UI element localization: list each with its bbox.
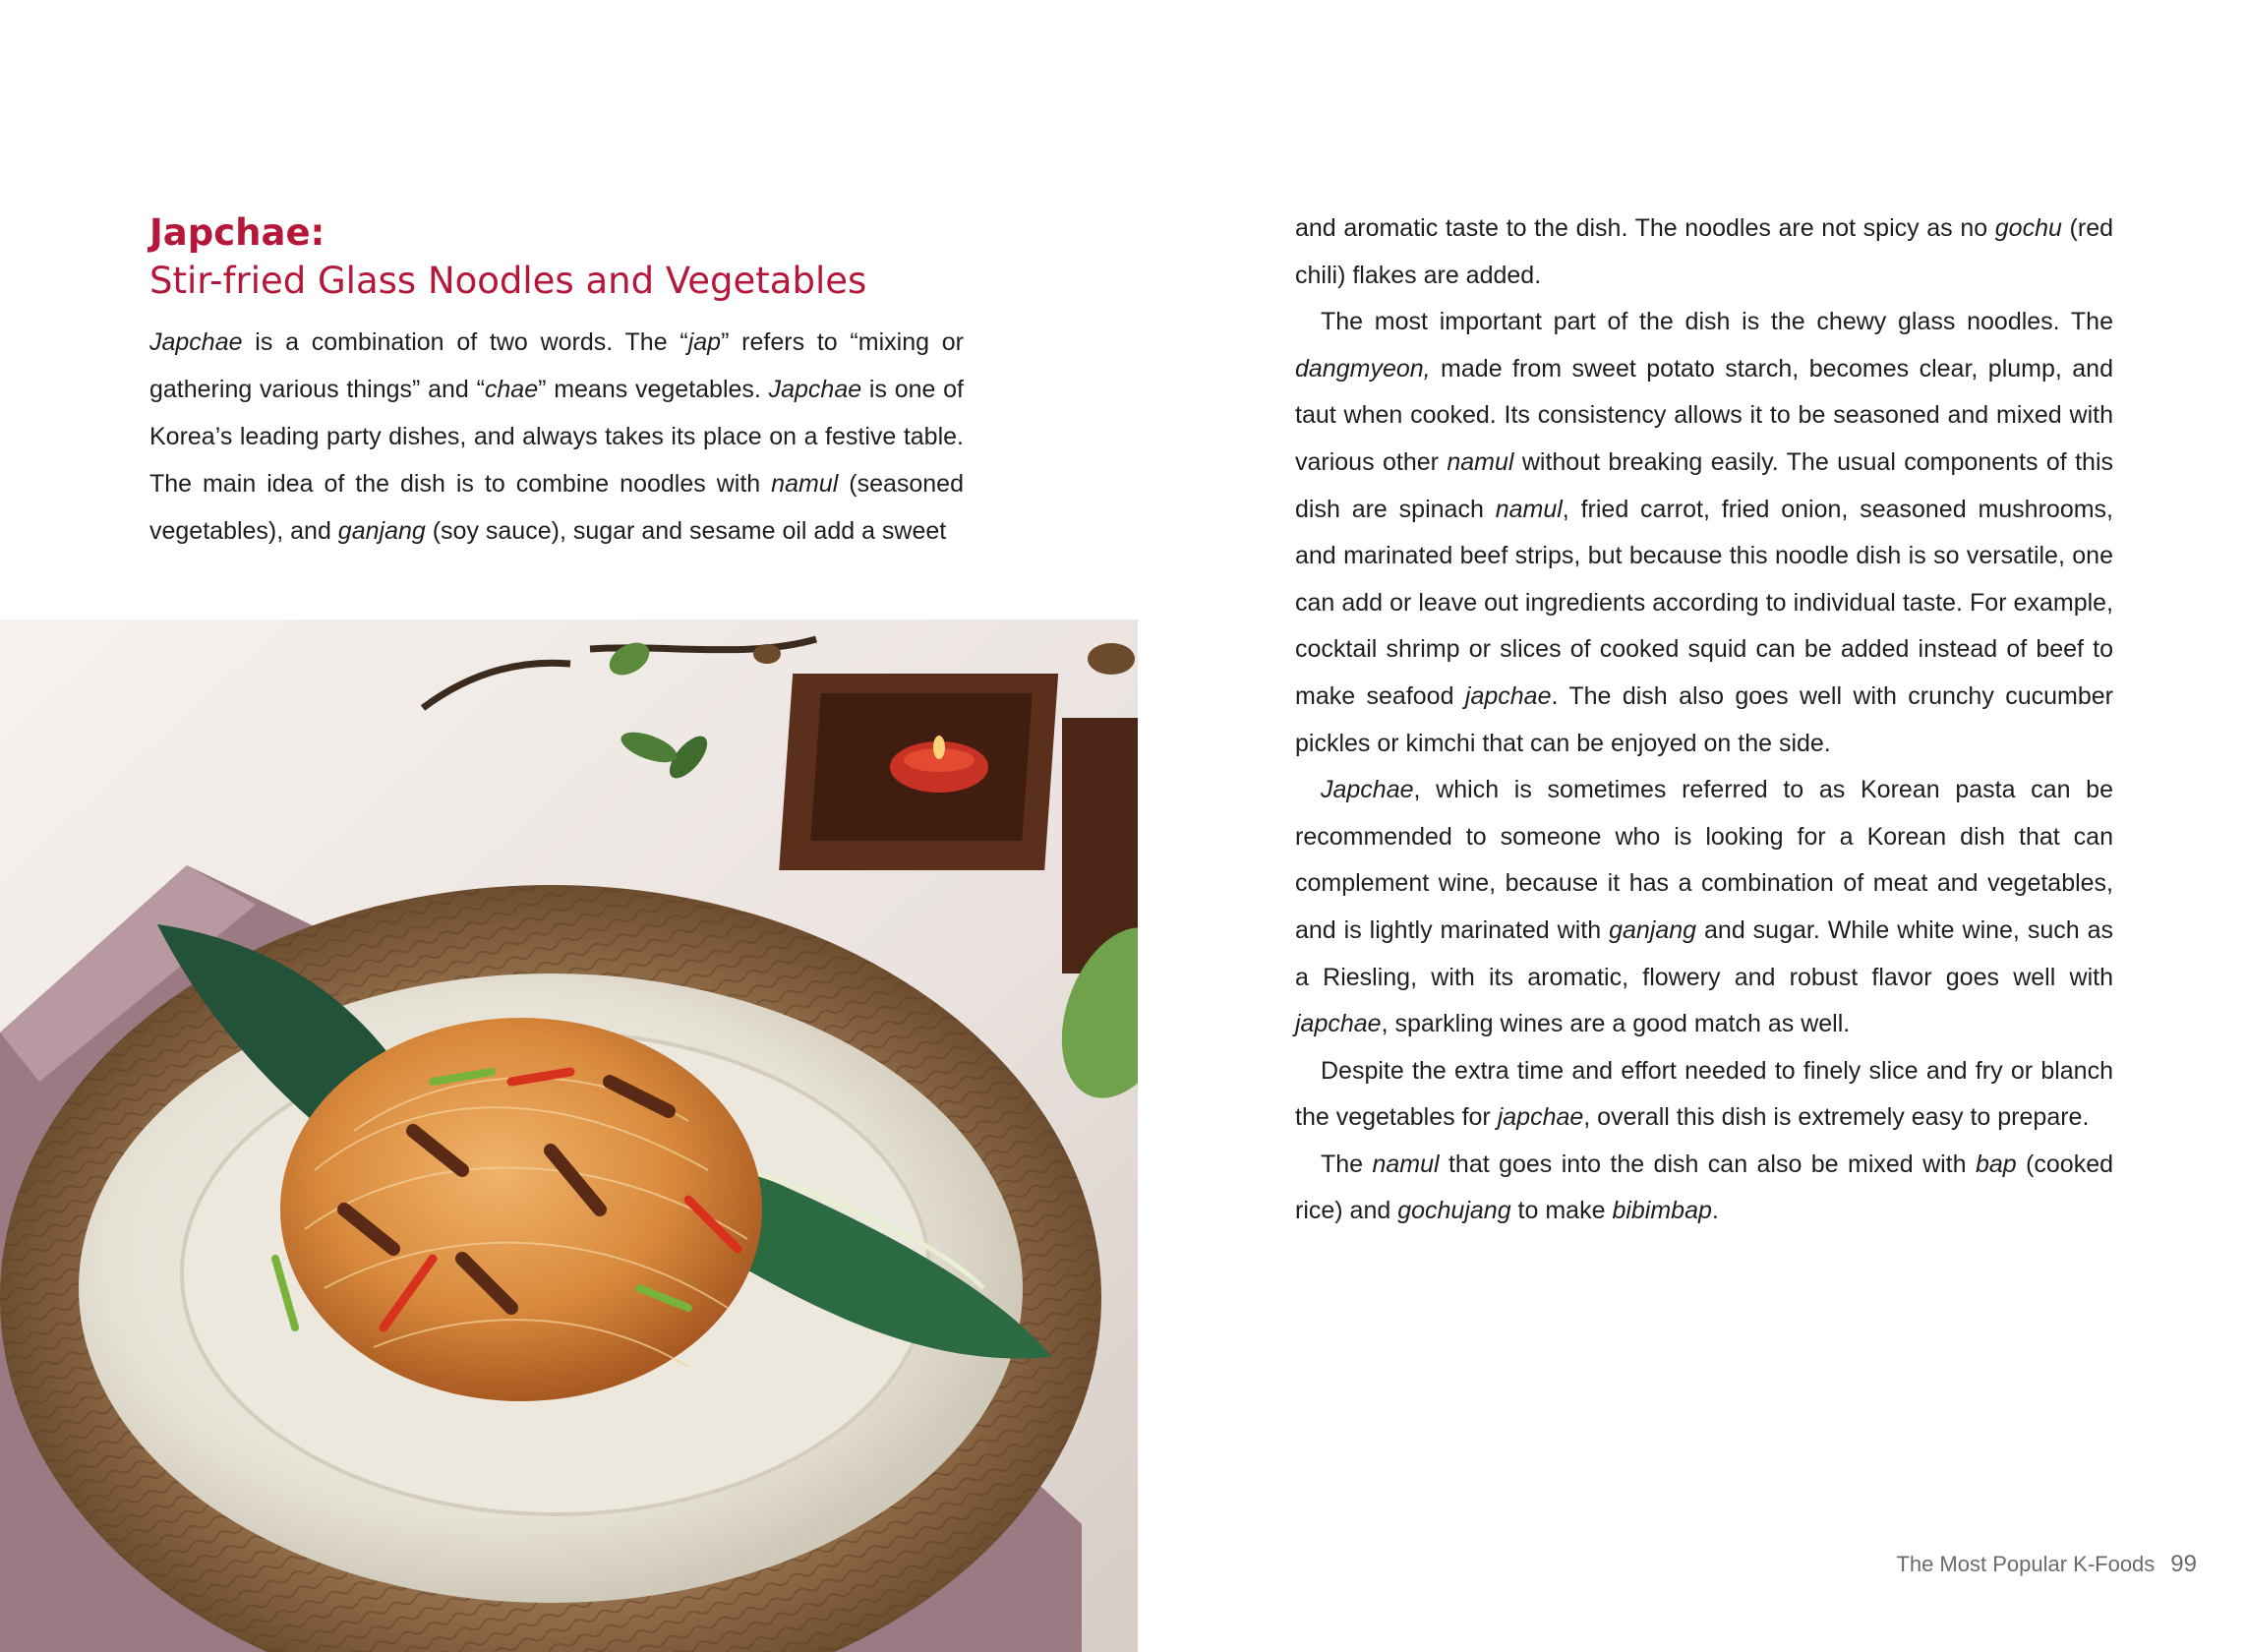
intro-paragraph (149, 319, 964, 555)
italic-term: namul (771, 470, 839, 498)
title-subtitle: Stir-fried Glass Noodles and Vegetables (149, 260, 867, 302)
italic-term: ganjang (1609, 915, 1697, 944)
italic-term: Japchae (149, 328, 243, 356)
text-run: , fried carrot, fried onion, seasoned mushrooms, and marinated beef strips, but because this noodle dish is so versatile, one can add or leave out ingredients according to individual taste. For example, cocktail shrimp or slices of cooked squid can be added instead of beef to make seafood (1295, 495, 2113, 710)
italic-term: japchae (1295, 1010, 1382, 1038)
italic-term: namul (1495, 495, 1563, 523)
text-run: (red chili) flakes are added. (1295, 214, 2114, 289)
text-run: . (1711, 1197, 1719, 1225)
text-run: is a combination of two words. The “ (242, 328, 688, 356)
text-run: ” means vegetables. (538, 376, 769, 403)
text-run: that goes into the dish can also be mixed with (1439, 1150, 1976, 1178)
italic-term: Japchae (768, 376, 862, 403)
text-run: is one of Korea’s leading party dishes, and always takes its place on a festive table. The main idea of the dish is to combine noodles with (149, 376, 964, 498)
text-run: and sugar. While white wine, such as a Riesling, with its aromatic, flowery and robust flavor goes well with (1295, 915, 2113, 991)
body-paragraph (1295, 299, 2113, 767)
footer-section-title: The Most Popular K-Foods (1896, 1552, 2156, 1576)
italic-term: ganjang (337, 517, 426, 545)
text-run: The (1321, 1150, 1373, 1178)
italic-term: jap (687, 328, 722, 356)
text-run: without breaking easily. The usual components of this dish are spinach (1295, 447, 2114, 523)
italic-term: Japchae (1321, 776, 1414, 804)
text-run: (soy sauce), sugar and sesame oil add a sweet (425, 517, 947, 545)
text-run: The most important part of the dish is the chewy glass noodles. The (1321, 308, 2113, 336)
body-column-right (1295, 206, 2113, 1235)
italic-term: japchae (1497, 1103, 1584, 1132)
text-run: . The dish also goes well with crunchy cucumber pickles or kimchi that can be enjoyed on the side. (1295, 681, 2113, 757)
page-footer (1896, 1551, 2197, 1578)
japchae-photo (0, 620, 1138, 1652)
body-paragraph (1295, 1048, 2113, 1142)
body-paragraph (1295, 767, 2113, 1048)
text-run: made from sweet potato starch, becomes clear, plump, and taut when cooked. Its consistency allows it to be seasoned and mixed with various other (1295, 354, 2113, 476)
text-run: to make (1510, 1197, 1613, 1225)
text-run: , which is sometimes referred to as Korean pasta can be recommended to someone who is looking for a Korean dish that can complement wine, because it has a combination of meat and vegetables, and is lightly marinated with (1295, 776, 2113, 944)
body-paragraph (1295, 206, 2113, 299)
italic-term: bibimbap (1612, 1197, 1712, 1225)
text-run: and aromatic taste to the dish. The noodles are not spicy as no (1295, 214, 1995, 242)
page-number: 99 (2170, 1551, 2197, 1577)
article-title (149, 208, 975, 305)
italic-term: namul (1372, 1150, 1440, 1178)
body-paragraph (1295, 1142, 2113, 1235)
text-run: ” refers to “mixing or gathering various things” and “ (149, 328, 964, 403)
text-run: (seasoned vegetables), and (149, 470, 964, 545)
text-run: , overall this dish is extremely easy to prepare. (1583, 1103, 2090, 1132)
italic-term: chae (484, 376, 539, 403)
title-main: Japchae: (149, 211, 325, 254)
italic-term: gochu (1994, 214, 2062, 242)
text-run: Despite the extra time and effort needed to finely slice and fry or blanch the vegetables for (1295, 1056, 2113, 1132)
italic-term: bap (1975, 1150, 2017, 1178)
italic-term: dangmyeon, (1295, 354, 1431, 383)
text-run: (cooked rice) and (1295, 1150, 2113, 1225)
italic-term: namul (1447, 447, 1514, 476)
italic-term: gochujang (1397, 1197, 1511, 1225)
text-run: , sparkling wines are a good match as well. (1381, 1010, 1851, 1038)
italic-term: japchae (1464, 681, 1552, 710)
